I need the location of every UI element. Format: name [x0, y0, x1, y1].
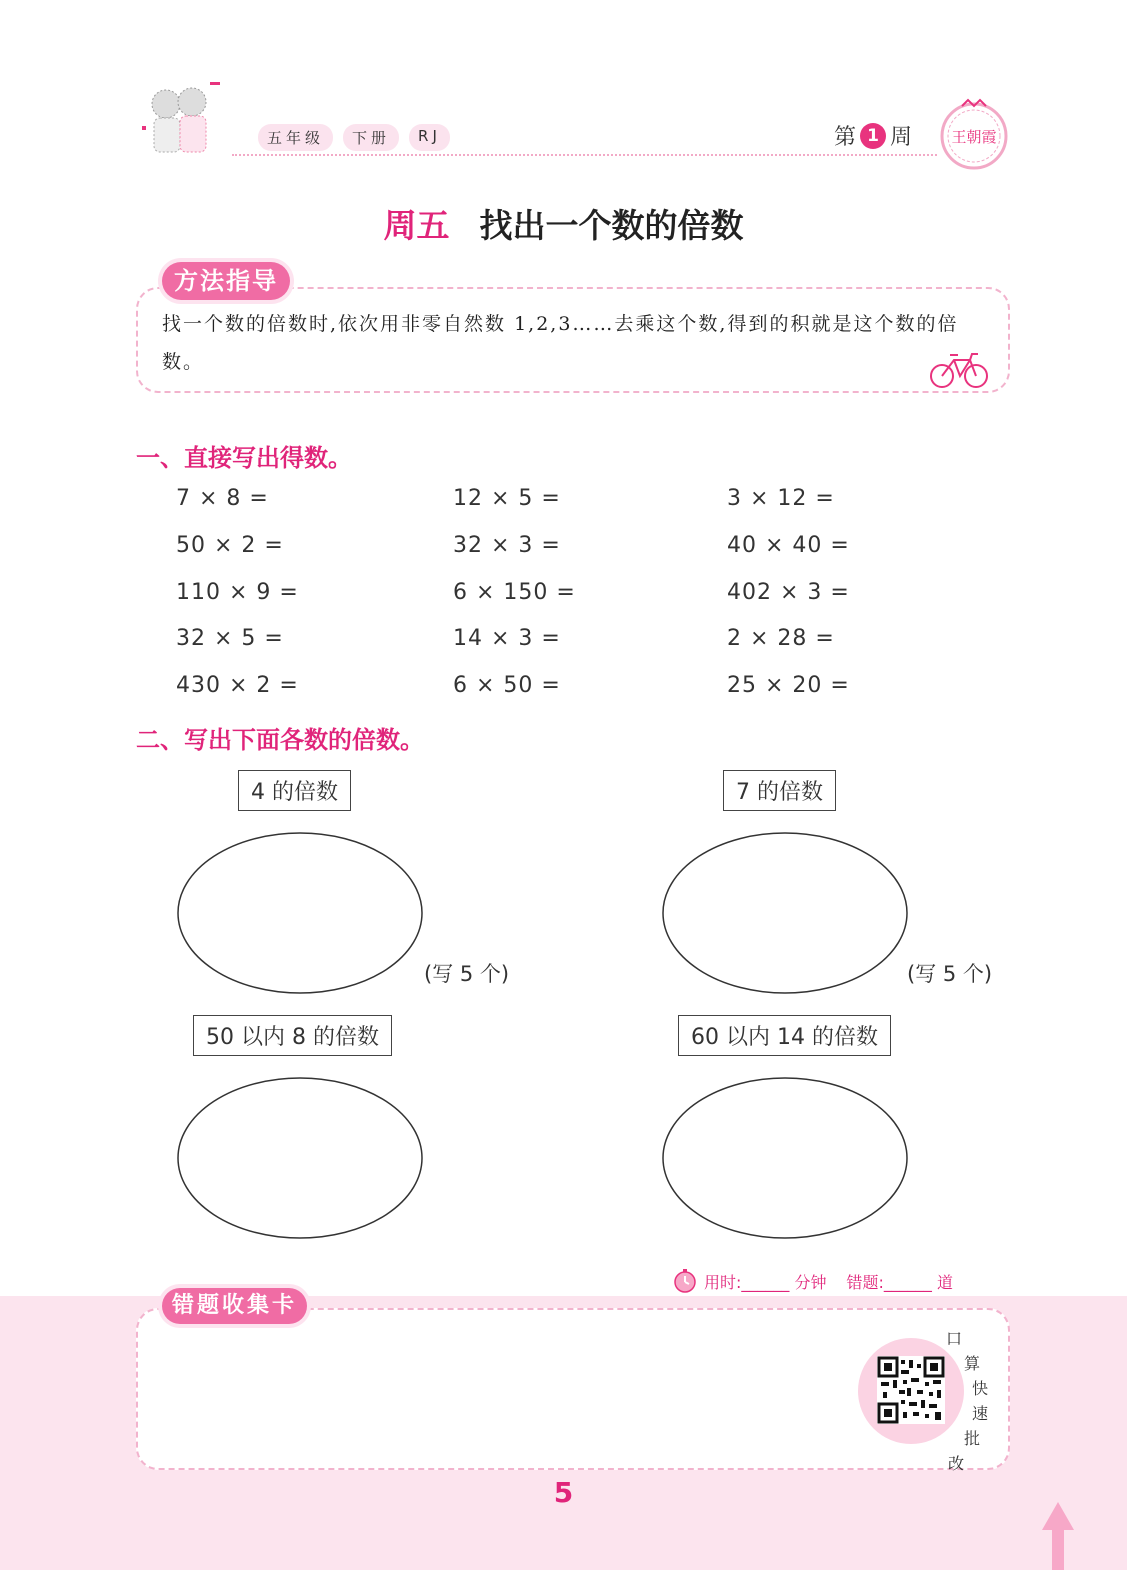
section2-title: 二、写出下面各数的倍数。 — [136, 726, 424, 754]
calc-item: 32 × 5 = — [176, 626, 284, 651]
week-suffix: 周 — [890, 125, 913, 150]
grade-tags — [258, 124, 450, 151]
qr-caption-char: 改 — [948, 1454, 965, 1473]
calc-item: 6 × 50 = — [453, 673, 561, 698]
answer-ellipse-8[interactable] — [174, 1074, 426, 1242]
multiples-label-14-within-60: 60 以内 14 的倍数 — [678, 1015, 891, 1056]
qr-caption-char: 口 — [946, 1329, 963, 1348]
page-number: 5 — [553, 1476, 574, 1509]
kids-illustration-icon — [138, 72, 238, 162]
week-indicator — [834, 120, 912, 151]
calc-item: 2 × 28 = — [727, 626, 835, 651]
qr-caption-char: 算 — [964, 1354, 981, 1373]
calc-item: 6 × 150 = — [453, 580, 576, 605]
calc-item: 32 × 3 = — [453, 533, 561, 558]
week-prefix: 第 — [834, 125, 857, 150]
method-text: 找一个数的倍数时,依次用非零自然数 1,2,3……去乘这个数,得到的积就是这个数的倍数。 — [162, 313, 959, 373]
calc-item: 50 × 2 = — [176, 533, 284, 558]
grade-tag: 五年级 — [258, 124, 333, 151]
calc-item: 402 × 3 = — [727, 580, 850, 605]
answer-ellipse-14[interactable] — [659, 1074, 911, 1242]
author-seal-icon — [936, 96, 1012, 172]
seal-text: 王朝霞 — [951, 128, 997, 146]
error-count-label: 错题:______ 道 — [846, 1272, 953, 1292]
note-write-five: (写 5 个) — [424, 962, 510, 986]
time-used-label: 用时:______ 分钟 — [704, 1272, 827, 1292]
qr-code-icon[interactable] — [877, 1356, 945, 1424]
time-error-record — [672, 1268, 953, 1294]
calc-item: 3 × 12 = — [727, 486, 835, 511]
qr-caption-char: 速 — [972, 1404, 989, 1423]
stopwatch-icon — [672, 1268, 698, 1294]
volume-tag: 下册 — [343, 124, 399, 151]
title-day: 周五 — [383, 206, 450, 245]
note-write-five: (写 5 个) — [907, 962, 993, 986]
calc-item: 14 × 3 = — [453, 626, 561, 651]
bicycle-icon — [928, 350, 990, 390]
calc-item: 7 × 8 = — [176, 486, 269, 511]
calc-item: 110 × 9 = — [176, 580, 299, 605]
calc-item: 12 × 5 = — [453, 486, 561, 511]
calc-item: 40 × 40 = — [727, 533, 850, 558]
method-label: 方法指导 — [162, 262, 290, 300]
qr-caption — [946, 1326, 988, 1476]
qr-caption-char: 快 — [972, 1379, 989, 1398]
multiples-label-8-within-50: 50 以内 8 的倍数 — [193, 1015, 392, 1056]
answer-ellipse-4[interactable] — [174, 830, 426, 998]
calc-item: 430 × 2 = — [176, 673, 299, 698]
multiples-label-4: 4 的倍数 — [238, 770, 351, 811]
calc-item: 25 × 20 = — [727, 673, 850, 698]
multiples-label-7: 7 的倍数 — [723, 770, 836, 811]
week-number: 1 — [860, 123, 886, 149]
section1-title: 一、直接写出得数。 — [136, 444, 352, 472]
page-title — [0, 200, 1127, 247]
edition-tag: RJ — [409, 124, 450, 151]
header-divider — [232, 154, 937, 156]
arrow-decoration-icon — [1040, 1500, 1076, 1570]
qr-caption-char: 批 — [964, 1429, 981, 1448]
title-topic: 找出一个数的倍数 — [479, 206, 744, 245]
answer-ellipse-7[interactable] — [659, 830, 911, 998]
error-card-label: 错题收集卡 — [162, 1288, 307, 1324]
